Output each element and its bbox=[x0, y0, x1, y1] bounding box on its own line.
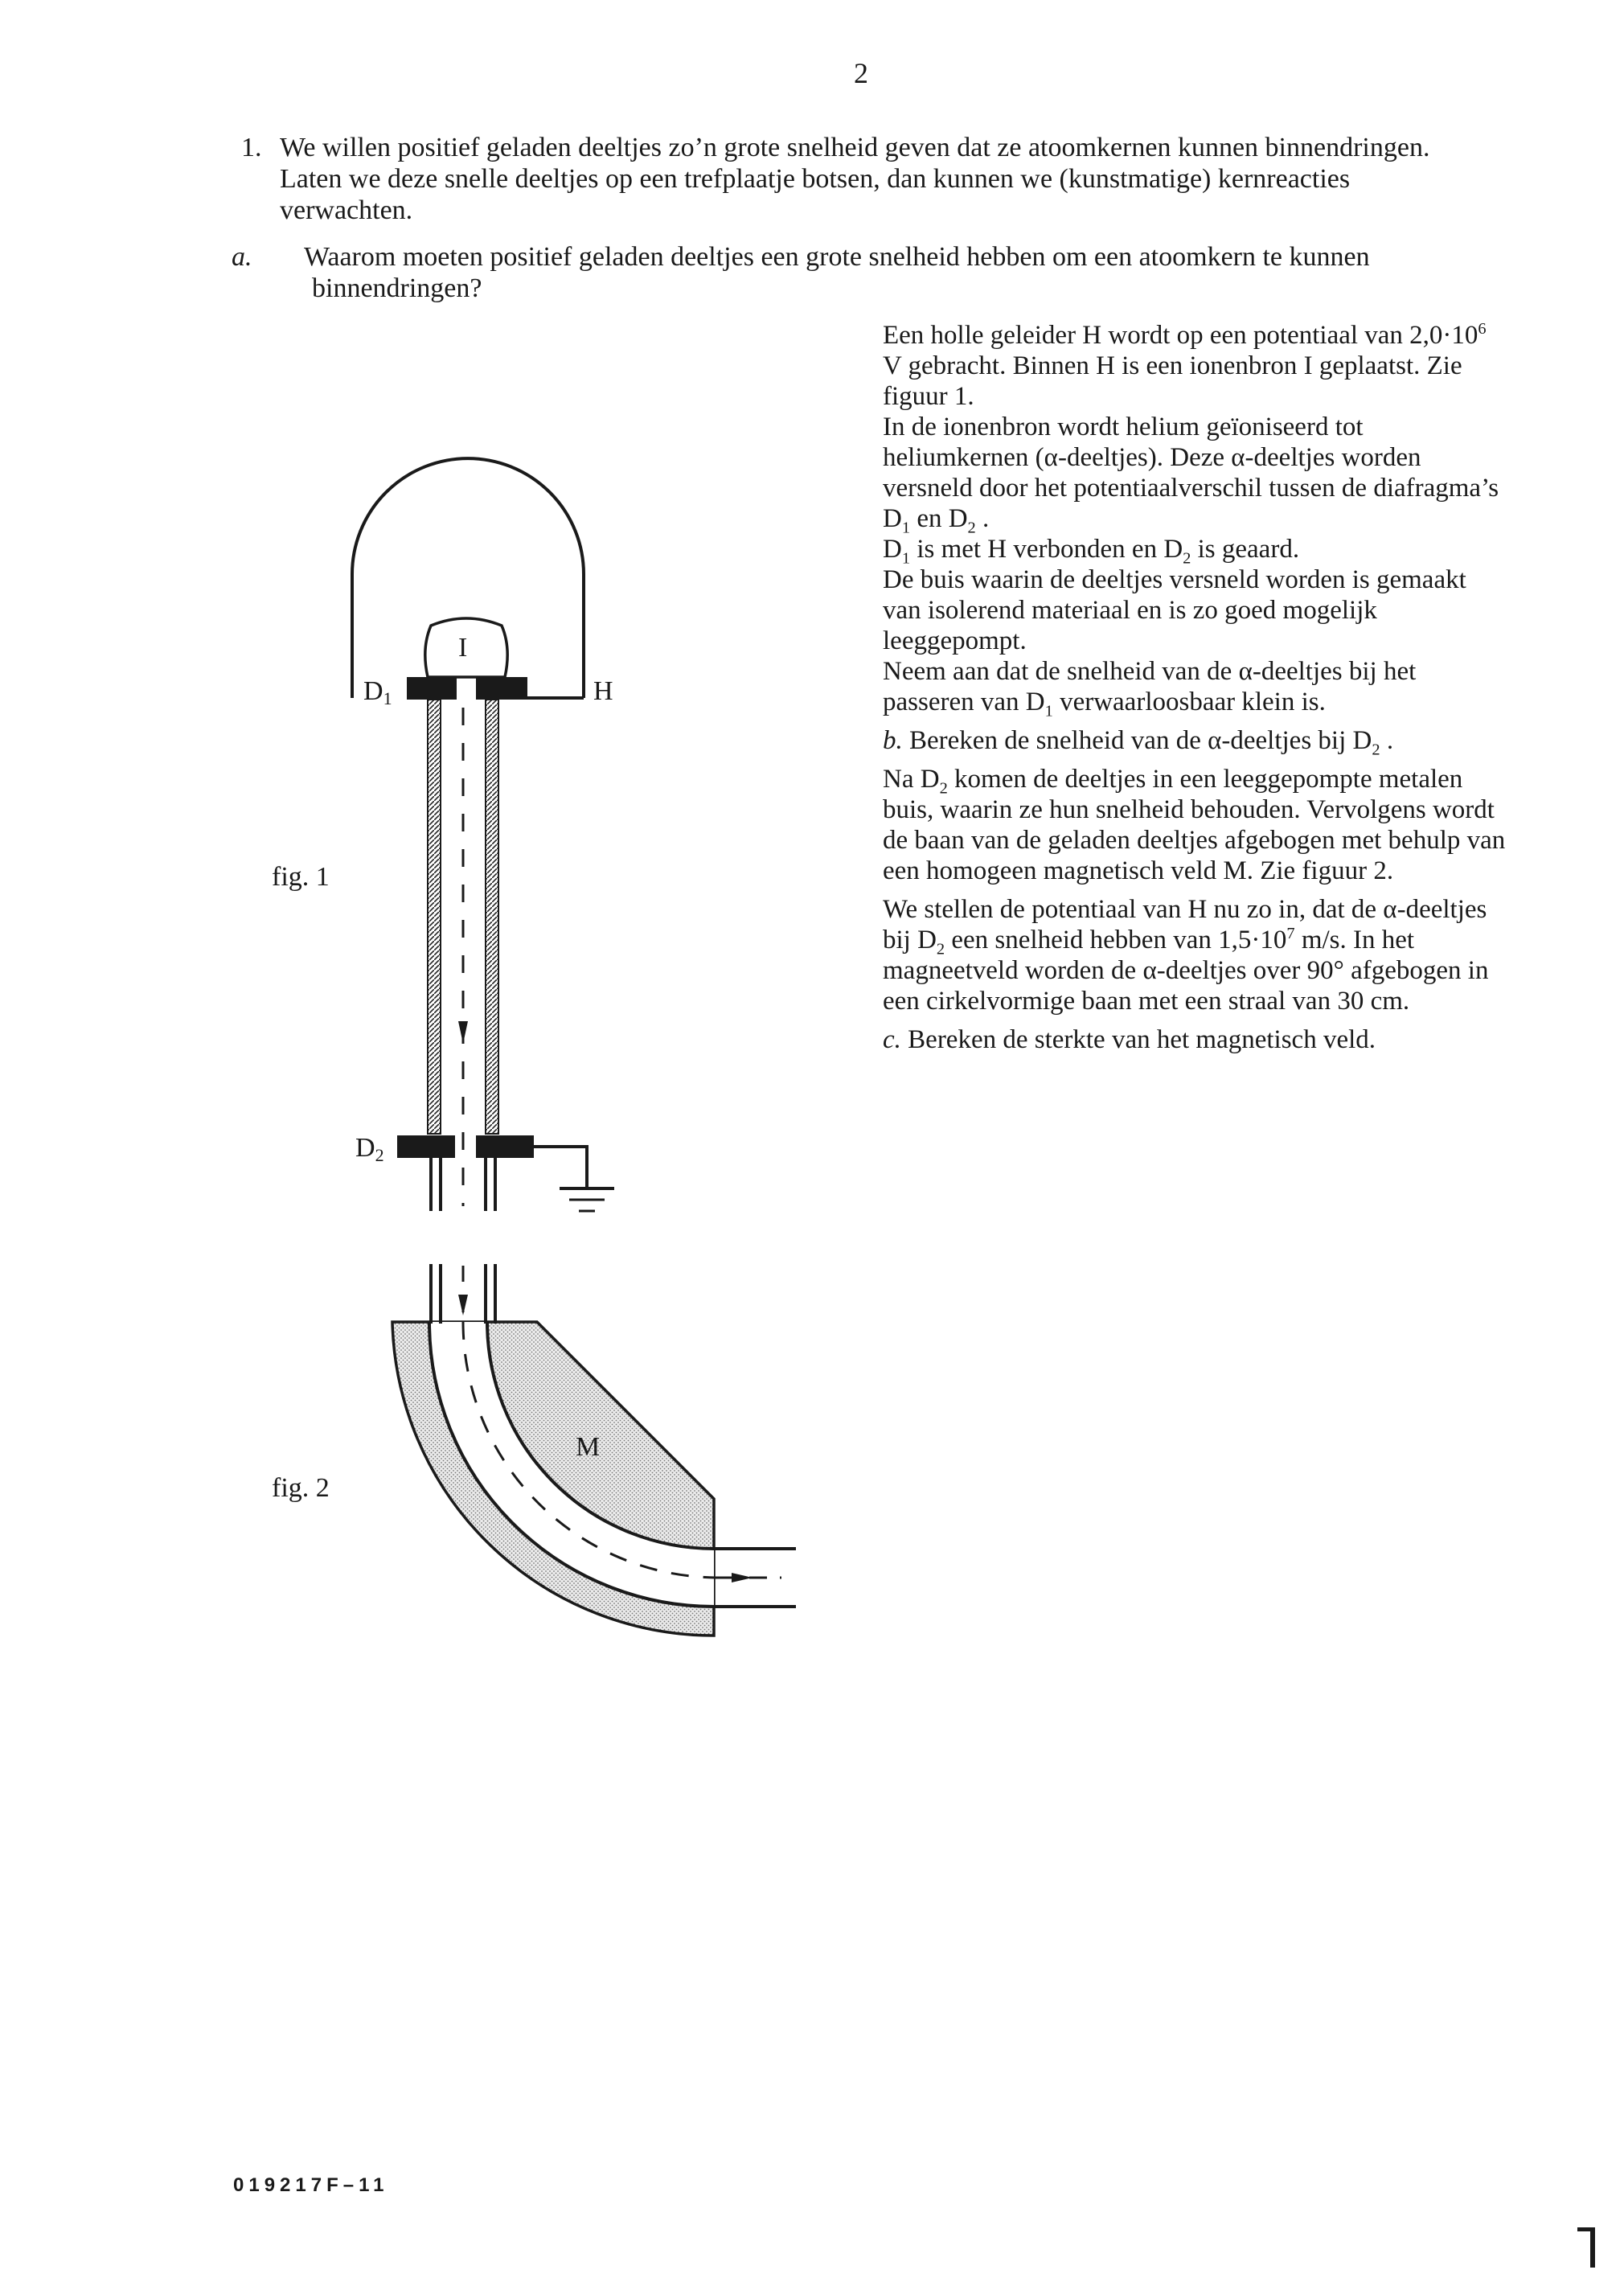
question-a-text: Waarom moeten positief geladen deeltjes een grote snelheid hebben om een atoomkern te kunnen binnendringen? bbox=[304, 242, 1370, 303]
label-d2: D2 bbox=[355, 1133, 384, 1165]
diaphragm-d1-right bbox=[476, 677, 527, 700]
paragraph-settings: We stellen de potentiaal van H nu zo in, dat de α-deeltjes bij $D_2$ een snelheid hebben van $1,5\cdot 10^7$ m/s. In het magneetveld worden de α-deeltjes over 90° afgebogen in een cirkelvormige baan met een straal van 30 cm. bbox=[883, 895, 1489, 1016]
question-number: 1. bbox=[241, 133, 262, 162]
paragraph-h-potential: Een holle geleider H wordt op een potentiaal van $2,0\cdot 10^6$ V gebracht. Binnen H is een ionenbron I geplaatst. Zie figuur 1. bbox=[883, 320, 1487, 411]
beam-direction-arrow-fig1 bbox=[458, 1021, 468, 1044]
question-intro-text: We willen positief geladen deeltjes zo’n grote snelheid geven dat ze atoomkernen kunnen binnendringen. Laten we deze snelle deeltjes op een trefplaatje botsen, dan kunnen we (kunstmatige) kernreacties verwachten. bbox=[280, 133, 1430, 225]
figure-2-caption: fig. 2 bbox=[272, 1473, 330, 1503]
label-h: H bbox=[593, 676, 613, 706]
paragraph-magnetic-field: Na $D_2$ komen de deeltjes in een leeggepompte metalen buis, waarin ze hun snelheid behouden. Vervolgens wordt de baan van de geladen deeltjes afgebogen met behulp van een homogeen magnetisch veld M. Zie figuur 2. bbox=[883, 765, 1506, 885]
paragraph-connections: $D_1$ is met H verbonden en $D_2$ is geaard. bbox=[883, 535, 1300, 568]
corner-mark bbox=[1590, 2227, 1595, 2268]
paragraph-assumption: Neem aan dat de snelheid van de α-deeltjes bij het passeren van $D_1$ verwaarloosbaar klein is. bbox=[883, 657, 1417, 720]
question-b-label: b. bbox=[883, 726, 903, 755]
footer-code: 019217F–11 bbox=[233, 2174, 389, 2196]
beam-direction-arrow-out bbox=[732, 1573, 753, 1582]
tube-wall-right bbox=[486, 700, 498, 1134]
diaphragm-d1-left bbox=[407, 677, 457, 700]
question-a-label: a. bbox=[232, 242, 252, 272]
paragraph-ionisation: In de ionenbron wordt helium geïoniseerd tot heliumkernen (α-deeltjes). Deze α-deeltjes worden versneld door het potentiaalverschil tussen de diafragma’s $D_1$ en $D_2$ . bbox=[883, 413, 1499, 537]
label-m: M bbox=[576, 1432, 601, 1462]
ground-wire bbox=[534, 1147, 587, 1187]
question-b: b. Bereken de snelheid van de α-deeltjes bij $D_2$ . bbox=[883, 726, 1394, 759]
page-number: 2 bbox=[854, 57, 868, 89]
beam-direction-arrow-in bbox=[458, 1295, 468, 1316]
figure-1 bbox=[352, 458, 614, 1211]
label-ion-source: I bbox=[458, 633, 468, 663]
question-c: c. Bereken de sterkte van het magnetisch veld. bbox=[883, 1025, 1376, 1054]
diaphragm-d2-left bbox=[397, 1135, 455, 1158]
paragraph-tube: De buis waarin de deeltjes versneld worden is gemaakt van isolerend materiaal en is zo goed mogelijk leeggepompt. bbox=[883, 565, 1466, 655]
label-d1: D1 bbox=[363, 676, 392, 708]
tube-wall-left bbox=[428, 700, 441, 1134]
diaphragm-d2-right bbox=[476, 1135, 534, 1158]
figure-1-caption: fig. 1 bbox=[272, 862, 330, 892]
question-c-label: c. bbox=[883, 1025, 901, 1054]
